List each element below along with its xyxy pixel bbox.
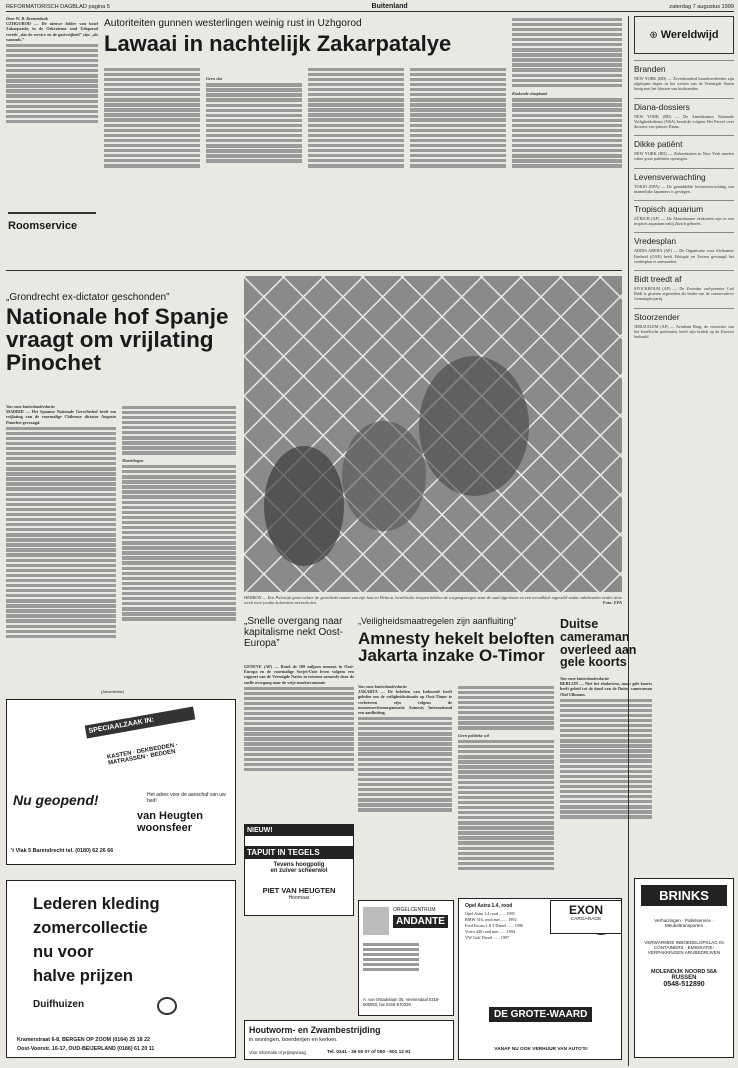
oosteuropa-lead: GENEVE (AP) — Rond de 100 miljoen mensen in Oost-Europa en de voormalige Sovjet-Unie leven volgens een rapport van de Verenigde Naties in extreme armoede door de snelle overgang naar de vrije-markteconomie.	[244, 664, 354, 685]
top-story-kicker: Autoriteiten gunnen westerlingen weinig rust in Uzhgorod	[104, 18, 362, 29]
cameraman-lead: BERLIJN — Niet het ebolavirus, maar gele koorts heeft geleid tot de dood van de Duitse cameraman Olaf Ullmann.	[560, 681, 652, 697]
subhead-geen-politieke-wil: Geen politieke wil	[458, 732, 489, 738]
wereld-item-title: Levensverwachting	[634, 171, 706, 182]
lederen-ad	[6, 880, 236, 1058]
wereld-item	[634, 135, 734, 161]
oosteuropa-body	[244, 664, 354, 809]
wereld-item-text: ZÜRICH (AP) — De Mauritiaanse zeekoeien zijn in een tropisch aquarium nabij Zürich geboren.	[634, 216, 734, 227]
vanheugten-open: Nu geopend!	[13, 792, 99, 808]
pinochet-byline: Van onze buitenlandredactie	[6, 404, 56, 409]
wereld-item	[634, 200, 734, 226]
window-grille-image	[244, 276, 622, 592]
timor-col2	[458, 684, 554, 894]
wereld-item-title: Vredesplan	[634, 236, 677, 247]
exxon-ad	[550, 900, 622, 934]
brinks-extra: VERWARMDE INBOEDELOPSLAG IN CONTAINERS · EMIGRATIE-VERPAKKINGEN ARUBEDRIJVEN	[644, 940, 724, 955]
pinochet-col2	[122, 404, 236, 694]
orgel-ad	[358, 900, 454, 1016]
cameraman-byline: Van onze buitenlandredactie	[560, 676, 610, 681]
issue-date: zaterdag 7 augustus 1999	[669, 3, 734, 10]
cameraman-headline: Duitse cameraman overleed aan gele koorts	[560, 617, 637, 670]
publication-label: REFORMATORISCH DAGBLAD pagina 5	[6, 3, 110, 10]
top-story-col3	[206, 66, 302, 266]
tapijt-line-1: TAPUIT IN TEGELS	[245, 846, 353, 859]
tapijt-line-3: en zuiver scheerwol	[270, 868, 328, 874]
opel-row: Ford Escort 1.8 T Diesel ...... 1996	[465, 923, 523, 928]
grote-waard-brand: DE GROTE-WAARD	[489, 1007, 592, 1022]
subhead-geen-slot: Geen slot	[206, 76, 223, 81]
photo-caption-text: HEBRON — Een Palestijn gezin achter de getraliede ramen van zijn huis in Hebron. Israëlische troepen hebben de toegangswegen naar de stad afgesloten en een avondklok ingesteld nadat onbekenden eerder deze week twee joodse kolonisten neerschoten.	[244, 595, 622, 606]
lederen-address-1: Kramerstraat 6-8, BERGEN OP ZOOM (0164) 25 18 22	[17, 1037, 150, 1043]
woning-tel: Tel. 0341 - 36 00 07 of 050 - 501 12 91	[327, 1050, 411, 1055]
lederen-line-2: zomercollectie	[33, 919, 148, 937]
figure-shape	[264, 446, 344, 566]
wereld-item-title: Branden	[634, 64, 666, 74]
pinochet-col1	[6, 404, 116, 694]
timor-headline: Amnesty hekelt beloften Jakarta inzake O-Timor	[358, 629, 555, 666]
opel-title: Opel Astra 1.4, rood	[465, 903, 513, 909]
opel-row: VW Golf Diesel ...... 1997	[465, 935, 510, 940]
ad-label: (Advertentie)	[101, 689, 124, 694]
top-story-col2	[104, 66, 200, 266]
wereld-item-text: NEW YORK (RD) — Ziekenhuizen in New York moeten vaker grote patiënten opvangen.	[634, 151, 734, 162]
wereld-item-title: Diana-dossiers	[634, 101, 690, 112]
opel-row: BMW 316, rood met ...... 1992	[465, 917, 517, 922]
photo-credit: Foto: EPA	[602, 600, 622, 606]
opel-row: Volvo 440 rood met ...... 1994	[465, 929, 516, 934]
top-story-col6	[512, 16, 622, 266]
tapijt-name: PIET VAN HEUGTEN	[262, 886, 336, 895]
roomservice-box	[8, 212, 96, 248]
exxon-brand: EXON	[568, 903, 603, 917]
wereldwijd-items	[634, 60, 734, 339]
lederen-line-1: Lederen kleding	[33, 895, 160, 913]
brinks-address: MOLENDIJK NOORD 56A	[650, 969, 717, 975]
oosteuropa-kicker: „Snelle overgang naar kapitalisme nekt Oost-Europa”	[244, 616, 343, 649]
lederen-line-3: nu voor	[33, 943, 94, 961]
top-story-lead: UZHGOROD — De nieuwe folder van hotel Zakarpatsky in de Oekraïense stad Uzhgorod vertelt „dat de service en de gastvrijheid” zijn „als vanouds.”	[6, 21, 98, 42]
tapijt-line-2: Tevens hoogpolig	[273, 862, 325, 868]
wereld-item	[634, 60, 734, 92]
vanheugten-badge: SPECIAALZAAK IN:	[85, 707, 196, 739]
roomservice-label: Roomservice	[8, 220, 78, 232]
tapijt-ad	[244, 824, 354, 916]
body-lines	[6, 44, 98, 124]
photo-caption	[244, 595, 622, 609]
wereld-item	[634, 232, 734, 264]
woning-line-2: in woningen, boerderijen en kerken.	[249, 1037, 338, 1043]
wereldwijd-title: Wereldwijd	[660, 29, 719, 41]
wereld-item	[634, 270, 734, 302]
wereld-item	[634, 98, 734, 130]
hebron-photo	[244, 276, 622, 592]
orgel-title: ORGELCENTRUM	[393, 907, 436, 913]
lederen-logo	[157, 997, 177, 1015]
subhead-martelingen: Martelingen	[122, 457, 144, 463]
wereld-item	[634, 168, 734, 194]
lederen-brand: Duifhuizen	[33, 999, 85, 1010]
wereldwijd-title-box	[634, 16, 734, 54]
orgel-name: ANDANTE	[393, 915, 448, 928]
wereld-item-text: NEW YORK (RD) — Zevenhonderd brandweerlieden zijn afgelopen dagen in het westen van de Verenigde Staten bezig met het blussen van bosbranden.	[634, 76, 734, 92]
vanheugten-address: 't Vlak 5 Barendrecht tel. (0180) 62 26 66	[11, 848, 114, 854]
wereld-item-text: STOCKHOLM (AP) — De Zweedse oud-premier Carl Bildt is gisteren afgetreden als leider van de conservatieve Gematigde partij.	[634, 286, 734, 302]
vanheugten-brand: van Heugten woonsfeer	[137, 810, 204, 834]
pinochet-kicker: „Grondrecht ex-dictator geschonden”	[6, 292, 170, 303]
brinks-city: RUSSEN	[671, 975, 697, 981]
wereld-item-text: TOKIO (DPA) — De gemiddelde levensverwachting van mannelijke Japanners is gestegen.	[634, 183, 734, 194]
top-story-headline: Lawaai in nachtelijk Zakarpatalye	[104, 31, 452, 56]
brinks-ad	[634, 878, 734, 1058]
vanheugten-ad	[6, 689, 236, 865]
wereld-item-title: Bidt treedt af	[634, 274, 682, 285]
tapijt-sub: Hoornaar	[288, 895, 310, 901]
wereld-item-text: ADDIS ABEBA (AP) — De Organisatie voor Afrikaanse Eenheid (OAE) heeft Ethiopië en Eritrea gevraagd het vredesplan te aanvaarden.	[634, 248, 734, 264]
top-story-intro	[6, 16, 98, 206]
top-story-byline: Door W. B. Kranendonk	[6, 16, 48, 21]
figure-shape	[419, 356, 529, 496]
timor-kicker: „Veiligheidsmaatregelen zijn aanfluiting”	[358, 616, 517, 626]
organ-image	[363, 907, 389, 935]
subhead-krakende-slaapbank: Krakende slaapbank	[512, 91, 548, 97]
lederen-address-2: Oost-Voorstr. 16-17, OUD-BEIJERLAND (0186) 61 20 11	[17, 1046, 155, 1052]
opel-cta: VANAF NU OOK VERHUUR VAN AUTO'S!	[494, 1047, 588, 1052]
timor-lead: JAKARTA — De beloften van Indonesië heeft geleden om de veiligheidssituatie op Oost-Timor te verbeteren zijn volgens de mensenrechtenorganisatie Amnesty International een aanfluiting.	[358, 689, 452, 716]
top-story-col4	[308, 66, 404, 266]
vanheugten-cta: Het adres voor de aanschaf van uw bed!	[147, 792, 226, 804]
section-title: Buitenland	[371, 3, 408, 10]
newspaper-page	[6, 2, 734, 1066]
pinochet-lead: MADRID — Het Spaanse Nationale Gerechtshof heeft om vrijlating van de voormalige Chileense dictator Augusto Pinochet gevraagd.	[6, 409, 116, 425]
wereld-item-text: NEW YORK (RD) — De Amerikaanse Nationale Veiligheidsdienst (NSA) beschikt volgens Het Parool over dossiers van prinses Diana.	[634, 113, 734, 130]
tapijt-tag: NIEUW!	[245, 825, 353, 836]
orgel-text-lines	[363, 941, 419, 973]
exxon-sub: CARGARAGE	[570, 917, 602, 922]
woning-ad	[244, 1020, 454, 1060]
woning-line-1: Houtworm- en Zwambestrijding	[249, 1025, 381, 1035]
wereld-item	[634, 308, 734, 340]
vanheugten-list: KASTEN · DEKBEDDEN · MATRASSEN · BEDDEN	[106, 742, 179, 767]
wereld-item-title: Tropisch aquarium	[634, 204, 704, 215]
page-header	[6, 2, 734, 12]
woning-contact: Voor informatie of prijsopvraag	[249, 1050, 306, 1055]
figure-shape	[342, 421, 426, 531]
top-story-col5	[410, 66, 506, 266]
globe-icon: ⊕	[649, 29, 658, 41]
opel-row: Opel Astra 1.4 rood ...... 1993	[465, 911, 515, 916]
timor-byline: Van onze buitenlandredactie	[358, 684, 408, 689]
brinks-tel: 0548-512890	[663, 981, 705, 988]
brinks-services: Verhuizingen · Palletservice · Meubeltransporten	[654, 918, 714, 928]
wereld-item-text: JERUZALEM (AP) — Avraham Burg, de voorzitter van het Israëlische parlement, heeft zijn kritiek op de Knesset herhaald.	[634, 323, 734, 340]
wereld-item-title: Stoorzender	[634, 311, 680, 322]
timor-col1	[358, 684, 452, 894]
divider	[6, 270, 622, 271]
orgel-address: A. van Ostadelaan 35, Veenendaal 0318-505083, fax 0318-570329	[363, 997, 440, 1007]
pinochet-headline: Nationale hof Spanje vraagt om vrijlating Pinochet	[6, 304, 229, 375]
brinks-brand: BRINKS	[641, 885, 727, 906]
wereld-item-title: Dikke patiënt	[634, 139, 683, 150]
lederen-line-4: halve prijzen	[33, 967, 133, 985]
